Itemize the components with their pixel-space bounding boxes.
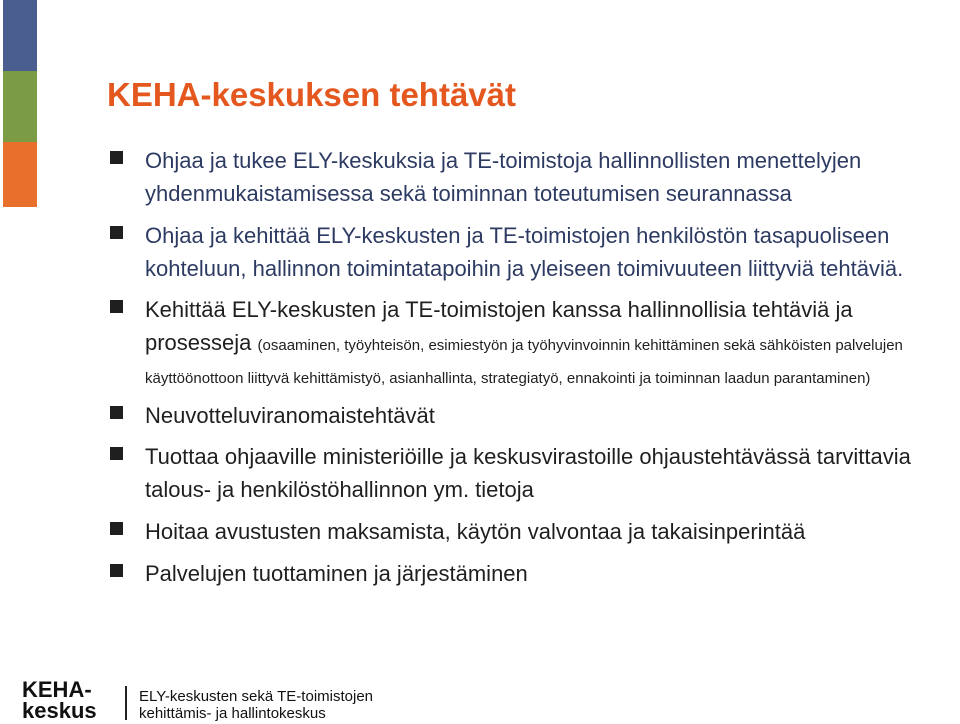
bullet-text: Hoitaa avustusten maksamista, käytön valvontaa ja takaisinperintää [145, 519, 806, 544]
footer-subtitle [139, 688, 373, 722]
list-item [107, 440, 957, 506]
square-bullet-icon [110, 447, 123, 460]
bullet-text: Tuottaa ohjaaville ministeriöille ja keskusvirastoille ohjaustehtävässä tarvittavia talous- ja henkilöstöhallinnon ym. tietoja [145, 444, 911, 502]
list-item [107, 219, 957, 285]
bullet-text: Ohjaa ja kehittää ELY-keskusten ja TE-toimistojen henkilöstön tasapuoliseen kohteluun, hallinnon toimintatapoihin ja yleiseen toimivuuteen liittyviä tehtäviä. [145, 223, 904, 281]
accent-bar-orange [3, 142, 37, 207]
bullet-text: Ohjaa ja tukee ELY-keskuksia ja TE-toimistoja hallinnollisten menettelyjen yhdenmukaistamisessa sekä toiminnan toteutumisen seurannassa [145, 148, 862, 206]
footer-divider [125, 686, 127, 720]
logo-line-2: keskus [22, 698, 97, 723]
bullet-list [107, 142, 957, 590]
keha-logo [22, 679, 122, 721]
list-item [107, 399, 957, 432]
list-item [107, 293, 957, 392]
footer-subtitle-line-2: kehittämis- ja hallintokeskus [139, 705, 326, 722]
square-bullet-icon [110, 300, 123, 313]
square-bullet-icon [110, 522, 123, 535]
bullet-text: Neuvotteluviranomaistehtävät [145, 403, 435, 428]
accent-bar-green [3, 71, 37, 142]
slide-title: KEHA-keskuksen tehtävät [107, 76, 516, 113]
list-item [107, 144, 957, 210]
square-bullet-icon [110, 151, 123, 164]
list-item [107, 515, 957, 548]
bullet-detail: (osaaminen, työyhteisön, esimiestyön ja työhyvinvoinnin kehittäminen sekä sähköisten palvelujen käyttöönottoon liittyvä kehittämistyö, asianhallinta, strategiatyö, ennakointi ja toiminnan laadun parantaminen) [145, 337, 903, 387]
square-bullet-icon [110, 226, 123, 239]
square-bullet-icon [110, 406, 123, 419]
square-bullet-icon [110, 564, 123, 577]
list-item [107, 557, 957, 590]
logo-line-1: KEHA- [22, 677, 92, 702]
bullet-text: Palvelujen tuottaminen ja järjestäminen [145, 561, 528, 586]
bullet-text: Kehittää ELY-keskusten ja TE-toimistojen kanssa hallinnollisia tehtäviä ja prosesseja [145, 297, 853, 355]
footer-subtitle-line-1: ELY-keskusten sekä TE-toimistojen [139, 688, 374, 705]
accent-bar-blue [3, 0, 37, 71]
